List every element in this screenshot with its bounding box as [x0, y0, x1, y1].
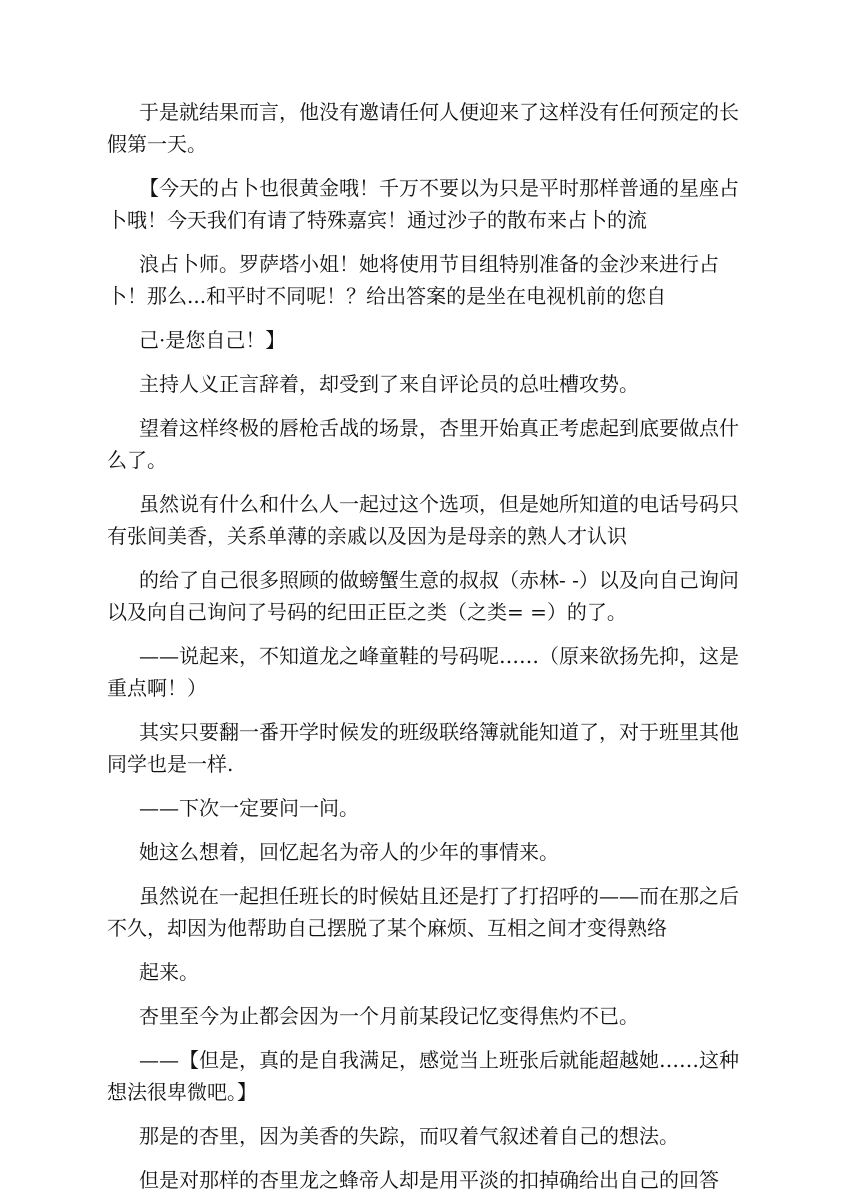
novel-text [107, 96, 747, 1196]
paragraph-5: 主持人义正言辞着，却受到了来自评论员的总吐槽攻势。 [139, 372, 639, 396]
paragraph-17: 那是的杏里，因为美香的失踪，而叹着气叙述着自己的想法。 [139, 1124, 679, 1148]
paragraph-3: 浪占卜师。罗萨塔小姐！她将使用节目组特别准备的金沙来进行占卜！那么...和平时不同呢！？给出答案的是坐在电视机前的您自 [107, 252, 719, 308]
paragraph-2: 【今天的占卜也很黄金哦！千万不要以为只是平时那样普通的星座占卜哦！今天我们有请了特殊嘉宾！通过沙子的散布来占卜的流 [107, 176, 739, 232]
paragraph-15: 杏里至今为止都会因为一个月前某段记忆变得焦灼不已。 [139, 1004, 639, 1028]
paragraph-10: 其实只要翻一番开学时候发的班级联络簿就能知道了，对于班里其他同学也是一样. [107, 720, 739, 776]
paragraph-16: ——【但是，真的是自我满足，感觉当上班张后就能超越她……这种想法很卑微吧。】 [107, 1048, 739, 1104]
paragraph-6: 望着这样终极的唇枪舌战的场景，杏里开始真正考虑起到底要做点什么了。 [107, 416, 739, 472]
paragraph-12: 她这么想着，回忆起名为帝人的少年的事情来。 [139, 840, 559, 864]
paragraph-18: 但是对那样的杏里龙之蜂帝人却是用平淡的扣掉确给出自己的回答 [139, 1168, 719, 1192]
paragraph-8: 的给了自己很多照顾的做螃蟹生意的叔叔（赤林- -）以及向自己询问以及向自己询问了号码的纪田正臣之类（之类= =）的了。 [107, 568, 739, 624]
paragraph-9: ——说起来，不知道龙之峰童鞋的号码呢……（原来欲扬先抑，这是重点啊！） [107, 644, 739, 700]
paragraph-14: 起来。 [139, 960, 199, 984]
paragraph-13: 虽然说在一起担任班长的时候姑且还是打了打招呼的——而在那之后不久，却因为他帮助自己摆脱了某个麻烦、互相之间才变得熟络 [107, 884, 739, 940]
paragraph-1: 于是就结果而言，他没有邀请任何人便迎来了这样没有任何预定的长假第一天。 [107, 100, 739, 156]
paragraph-4: 己·是您自己！】 [139, 328, 286, 352]
paragraph-11: ——下次一定要问一问。 [139, 796, 359, 820]
paragraph-7: 虽然说有什么和什么人一起过这个选项，但是她所知道的电话号码只有张间美香，关系单薄的亲戚以及因为是母亲的熟人才认识 [107, 492, 739, 548]
